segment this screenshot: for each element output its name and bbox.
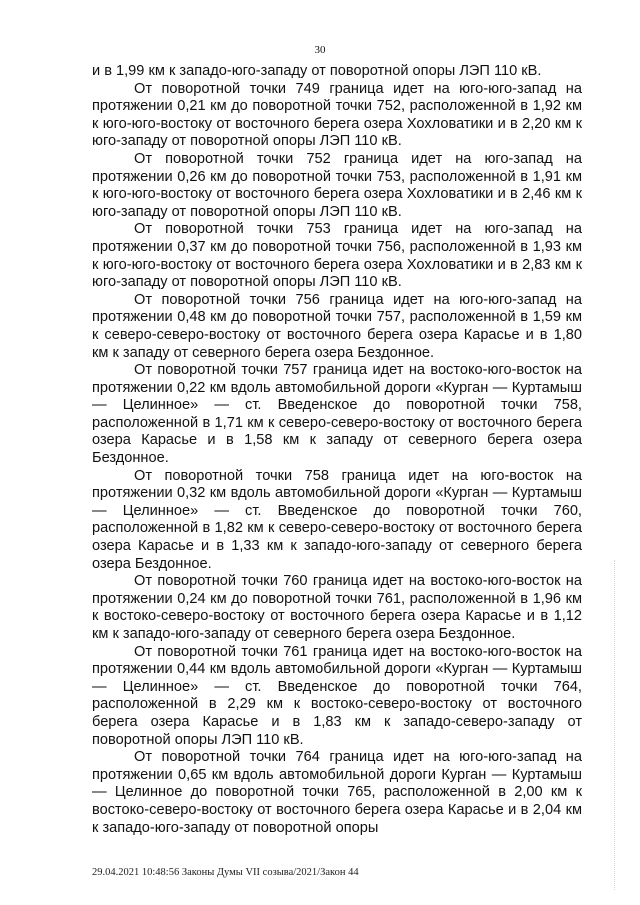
paragraph: От поворотной точки 758 граница идет на юго-восток на протяжении 0,32 км вдоль автомобильной дороги «Курган — Куртамыш — Целинное» — ст. Введенское до поворотной точки 760, расположенной в 1,82 км к северо-северо-востоку от восточного берега озера Карасье и в 1,33 км к западо-юго-западу от северного берега озера Бездонное.	[92, 467, 582, 572]
page-number: 30	[314, 44, 326, 56]
paragraph: От поворотной точки 756 граница идет на юго-юго-запад на протяжении 0,48 км до поворотной точки 757, расположенной в 1,59 км к северо-северо-востоку от восточного берега озера Карасье и в 1,80 км к западу от северного берега озера Бездонное.	[92, 291, 582, 361]
paragraph: От поворотной точки 764 граница идет на юго-юго-запад на протяжении 0,65 км вдоль автомобильной дороги Курган — Куртамыш — Целинное до поворотной точки 765, расположенной в 2,00 км к востоко-северо-востоку от восточного берега озера Карасье и в 2,04 км к западо-юго-западу от поворотной опоры	[92, 749, 582, 836]
page-footer: 29.04.2021 10:48:56 Законы Думы VII созыва/2021/Закон 44	[92, 867, 359, 878]
document-body	[92, 63, 582, 837]
paragraph: От поворотной точки 753 граница идет на юго-запад на протяжении 0,37 км до поворотной точки 756, расположенной в 1,93 км к юго-юго-востоку от восточного берега озера Хохловатики и в 2,83 км к юго-западу от поворотной опоры ЛЭП 110 кВ.	[92, 221, 582, 291]
paragraph: От поворотной точки 757 граница идет на востоко-юго-восток на протяжении 0,22 км вдоль автомобильной дороги «Курган — Куртамыш — Целинное» — ст. Введенское до поворотной точки 758, расположенной в 1,71 км к северо-северо-востоку от восточного берега озера Карасье и в 1,58 км к западу от северного берега озера Бездонное.	[92, 362, 582, 467]
paragraph: От поворотной точки 752 граница идет на юго-запад на протяжении 0,26 км до поворотной точки 753, расположенной в 1,91 км к юго-юго-востоку от восточного берега озера Хохловатики и в 2,46 км к юго-западу от поворотной опоры ЛЭП 110 кВ.	[92, 150, 582, 220]
paragraph: От поворотной точки 761 граница идет на востоко-юго-восток на протяжении 0,44 км вдоль автомобильной дороги «Курган — Куртамыш — Целинное» — ст. Введенское до поворотной точки 764, расположенной в 2,29 км к востоко-северо-востоку от восточного берега озера Карасье и в 1,83 км к западо-северо-западу от поворотной опоры ЛЭП 110 кВ.	[92, 643, 582, 748]
margin-stamp	[614, 560, 621, 890]
paragraph: От поворотной точки 749 граница идет на юго-юго-запад на протяжении 0,21 км до поворотной точки 752, расположенной в 1,92 км к юго-юго-востоку от восточного берега озера Хохловатики и в 2,20 км к юго-западу от поворотной опоры ЛЭП 110 кВ.	[92, 80, 582, 150]
paragraph: От поворотной точки 760 граница идет на востоко-юго-восток на протяжении 0,24 км до поворотной точки 761, расположенной в 1,96 км к востоко-северо-востоку от восточного берега озера Карасье и в 1,12 км к западо-юго-западу от северного берега озера Бездонное.	[92, 573, 582, 642]
paragraph: и в 1,99 км к западо-юго-западу от поворотной опоры ЛЭП 110 кВ.	[92, 63, 542, 79]
